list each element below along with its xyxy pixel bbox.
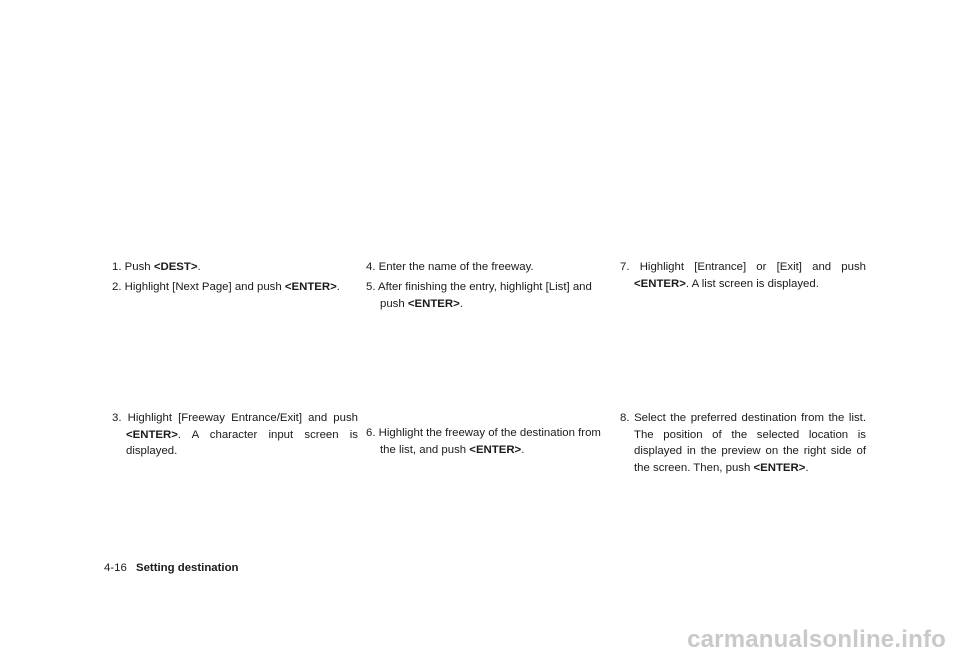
page-footer (104, 560, 239, 576)
step-2-key: <ENTER> (284, 281, 337, 293)
step-6-key: <ENTER> (469, 443, 522, 456)
step-8-text: Select the preferred destination from the list. The position of the selected location is displayed in the preview on the right side of the screen. Then, push (634, 412, 866, 474)
step-1-number: 1. (112, 261, 122, 273)
step-7-text: Highlight [Entrance] or [Exit] and push (639, 261, 866, 273)
step-3-number: 3. (112, 412, 122, 424)
step-8-key: <ENTER> (753, 461, 806, 474)
step-1-key: <DEST> (153, 261, 198, 273)
step-8: 8. Select the preferred destination from the list. The position of the selected location is displayed in the preview on the right side of the screen. Then, push <ENTER>. (620, 412, 866, 474)
step-7-key: <ENTER> (634, 277, 686, 290)
step-1: 1. Push <DEST>. (112, 261, 201, 273)
step-2-text: Highlight [Next Page] and push (124, 281, 285, 293)
step-3-text: Highlight [Freeway Entrance/Exit] and push (127, 412, 359, 424)
step-5-text: After finishing the entry, highlight [List] and push (378, 281, 592, 310)
step-3-key: <ENTER> (126, 428, 178, 441)
step-6: 6. Highlight the freeway of the destination from the list, and push <ENTER>. (366, 427, 601, 456)
step-1-text: Push (124, 261, 154, 273)
step-6-text: Highlight the freeway of the destination from the list, and push (378, 427, 601, 456)
watermark: carmanualsonline.info (687, 626, 946, 653)
step-6-number: 6. (366, 427, 376, 439)
step-2-number: 2. (112, 281, 122, 293)
step-7: 7. Highlight [Entrance] or [Exit] and push <ENTER>. A list screen is displayed. (620, 261, 866, 290)
step-3: 3. Highlight [Freeway Entrance/Exit] and push <ENTER>. A character input screen is displayed. (112, 412, 359, 458)
step-5-key: <ENTER> (407, 297, 460, 310)
section-title: Setting destination (135, 562, 239, 574)
step-4 (366, 259, 612, 276)
step-4-text: Enter the name of the freeway. (378, 261, 534, 273)
step-4-number: 4. (366, 261, 376, 273)
step-5-number: 5. (366, 281, 376, 293)
step-8-number: 8. (620, 412, 630, 424)
step-5: 5. After finishing the entry, highlight [List] and push <ENTER>. (366, 281, 592, 310)
step-7-number: 7. (620, 261, 630, 273)
page-number: 4-16 (104, 562, 127, 574)
step-2: 2. Highlight [Next Page] and push <ENTER>. (112, 281, 340, 293)
